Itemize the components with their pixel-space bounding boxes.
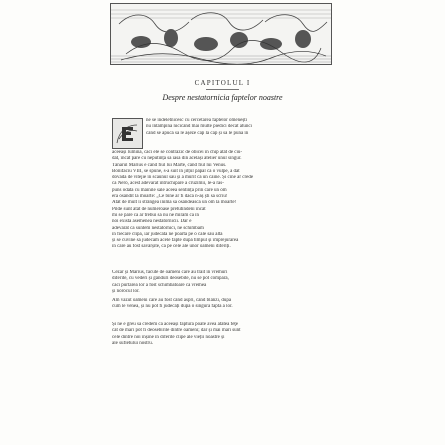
paragraph-4 bbox=[112, 322, 334, 347]
text-line: când se apucă să le așeze cap la cap și să le pună în bbox=[146, 130, 249, 136]
text-line: Și ne e greu să credem că aceeași făptură poate avea atâtea feţe bbox=[112, 322, 239, 327]
paragraph-2 bbox=[112, 270, 334, 295]
text-line: cele dintre noi înșine în diferite clipe ale vieții noastre și bbox=[112, 334, 225, 340]
text-line: era osândit la moarte: „Ce bine ar fi dacă n-aș ști să scriu! bbox=[112, 194, 228, 200]
text-line: Atât de mult îi strângea inima să osândească un om la moarte! bbox=[112, 200, 237, 206]
chapter-label: CAPITOLUL I bbox=[194, 79, 251, 87]
drop-cap-illustration bbox=[113, 119, 142, 148]
text-line: cât de mari pot fi deosebirile dintre oameni; dar și mai mari sunt bbox=[112, 328, 241, 334]
text-line: cum le venea, și nu pot fi judecați după o singură faptă a lor. bbox=[112, 304, 233, 310]
text-line: Tânărul Marius e când fiul lui Marte, când fiul lui Venus. bbox=[112, 162, 227, 168]
text-line: ne se îndeletnicesc cu cercetarea faptelor omenești bbox=[146, 118, 248, 123]
text-line: adevărat că suntem nestatornici, ne schimbăm bbox=[112, 225, 204, 231]
text-line: în fiecare clipă, iar judecata ne poartă pe o cale sau alta bbox=[112, 231, 223, 237]
text-line: nu întâmpină nicicând mai multe piedici decât atunci bbox=[146, 124, 252, 130]
chapter-rule bbox=[206, 89, 239, 90]
text-line: Bonifaciu VIII, se spune, s-a suit în jilțul papal ca o vulpe, a dat bbox=[112, 168, 240, 174]
text-line: dat, încât pare cu neputință să iasă din același atelier unul singur. bbox=[112, 156, 242, 162]
paragraph-1-body bbox=[112, 150, 334, 251]
text-line: noi există asemenea nestatornicii. Dar e bbox=[112, 219, 192, 225]
text-line: căci purtarea lor a fost schimbătoare ca vremea bbox=[112, 282, 207, 288]
text-line: mi se pare că ar trebui să nu ne mirăm că în bbox=[112, 212, 200, 218]
text-line: în care au fost săvârșite, ca pe cele ale unor oameni diferiți. bbox=[112, 244, 231, 250]
text-line: Pilde sunt atât de numeroase pretutindeni încât bbox=[112, 206, 206, 212]
text-line: și norocul lor. bbox=[112, 288, 140, 294]
text-line: puns odată cu mâinile sale aceea sentință prin care un om bbox=[112, 187, 227, 193]
text-line: și se cuvine să judecăm acele fapte după timpul și împrejurarea bbox=[112, 238, 239, 244]
chapter-title: Despre nestatornicia faptelor noastre bbox=[162, 93, 283, 102]
text-line: diferite, cu vederi și gânduri deosebite, nu se pot compara, bbox=[112, 276, 229, 282]
paragraph-3 bbox=[112, 298, 334, 311]
ornament-illustration bbox=[111, 4, 331, 64]
text-line: ale sufletului nostru. bbox=[112, 340, 153, 346]
text-line: dovadă de vitejie în scaunul său și a murit ca un câine. Și cine ar crede bbox=[112, 175, 254, 181]
drop-cap-ornament bbox=[112, 118, 143, 149]
header-ornament-engraving bbox=[110, 3, 332, 65]
text-line: aceeași lumină, căci ele se contrazic de obicei în chip atât de ciu- bbox=[112, 150, 243, 155]
text-line: că Nero, acest adevărat întruchipare a cruzimii, le-a răs- bbox=[112, 181, 224, 187]
paragraph-1-opening bbox=[146, 118, 334, 137]
text-line: Cezar și Marius, făcute de oameni care au trăit în vremuri bbox=[112, 270, 228, 275]
text-line: Am văzut oameni care au fost când aspri, când blânzi, după bbox=[112, 298, 232, 303]
